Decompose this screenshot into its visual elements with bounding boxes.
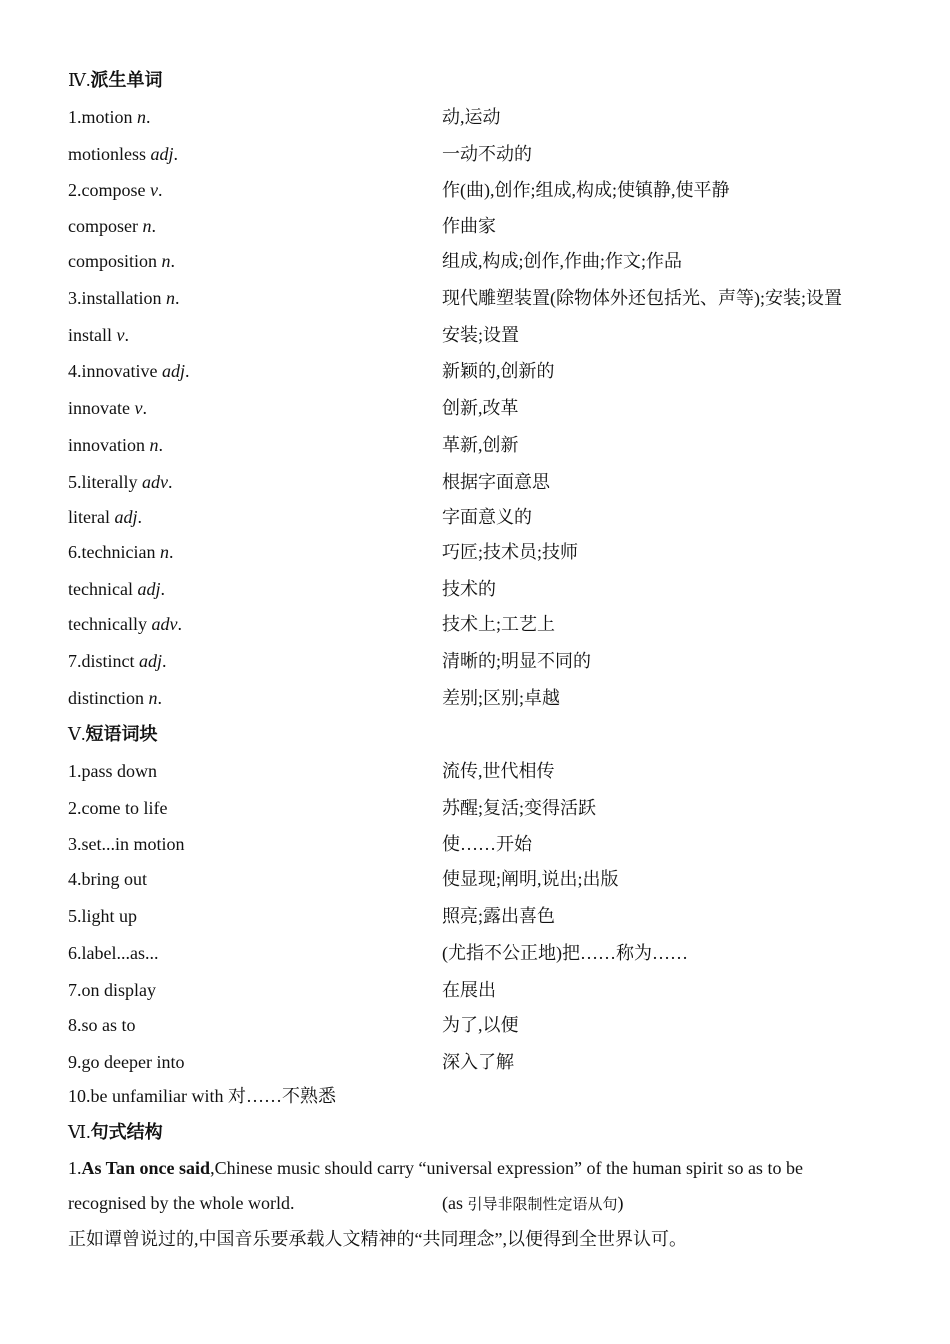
word-text: innovation (68, 435, 145, 455)
section-5-heading (68, 721, 158, 747)
sentence-1-rest: ,Chinese music should carry “universal expression” of the human spirit so as to be (210, 1158, 803, 1178)
section-4-number: Ⅳ. (68, 70, 91, 90)
phrase-meaning: 照亮;露出喜色 (442, 906, 556, 926)
derived-word: 7.distinct adj. (68, 651, 167, 671)
part-of-speech: n (142, 216, 152, 236)
part-of-speech: adj (161, 361, 185, 381)
phrase-meaning: 使显现;阐明,说出;出版 (442, 869, 619, 889)
word-meaning: 安装;设置 (442, 325, 520, 345)
part-of-speech: adj (150, 144, 174, 164)
word-meaning: 清晰的;明显不同的 (442, 651, 592, 671)
phrase-item: 3.set...in motion (68, 834, 185, 854)
sentence-1-number: 1. (68, 1158, 82, 1178)
word-text: technically (68, 614, 147, 634)
derived-word: technically adv. (68, 614, 182, 634)
part-of-speech: adv (141, 472, 168, 492)
derived-word: 5.literally adv. (68, 472, 173, 492)
derived-word: motionless adj. (68, 144, 179, 164)
word-text: 7.distinct (68, 651, 135, 671)
phrase-item: 9.go deeper into (68, 1052, 185, 1072)
phrase-meaning: 在展出 (442, 980, 496, 1000)
word-meaning: 作(曲),创作;组成,构成;使镇静,使平静 (442, 180, 730, 200)
derived-word: composition n. (68, 251, 175, 271)
word-text: distinction (68, 688, 144, 708)
phrase-item: 4.bring out (68, 869, 147, 889)
phrase-meaning: 流传,世代相传 (442, 761, 555, 781)
note-close: ) (617, 1193, 624, 1213)
part-of-speech: n (159, 542, 169, 562)
note-chinese: 引导非限制性定语从句 (467, 1195, 618, 1213)
word-meaning: 差别;区别;卓越 (442, 688, 561, 708)
word-text: install (68, 325, 112, 345)
word-text: 3.installation (68, 288, 162, 308)
note-open: (as (442, 1193, 468, 1213)
phrase-meaning: 使……开始 (442, 834, 532, 854)
word-meaning: 动,运动 (442, 107, 501, 127)
sentence-1-line-1 (68, 1155, 803, 1181)
word-text: 5.literally (68, 472, 138, 492)
derived-word: innovate v. (68, 398, 147, 418)
phrase-item: 7.on display (68, 980, 156, 1000)
derived-word: composer n. (68, 216, 156, 236)
section-5-number: Ⅴ. (68, 724, 86, 744)
phrase-meaning: 深入了解 (442, 1052, 514, 1072)
word-meaning: 一动不动的 (442, 144, 532, 164)
word-meaning: 革新,创新 (442, 435, 519, 455)
sentence-1-grammar-note (442, 1190, 624, 1216)
part-of-speech: n (161, 251, 171, 271)
phrase-item-10: 10.be unfamiliar with 对……不熟悉 (68, 1086, 336, 1106)
section-5-title: 短语词块 (85, 724, 158, 744)
word-meaning: 现代雕塑装置(除物体外还包括光、声等);安装;设置 (442, 288, 842, 308)
word-meaning: 字面意义的 (442, 507, 532, 527)
word-meaning: 组成,构成;创作,作曲;作文;作品 (442, 251, 683, 271)
derived-word: 2.compose v. (68, 180, 163, 200)
word-text: composition (68, 251, 157, 271)
word-text: 4.innovative (68, 361, 158, 381)
part-of-speech: v (116, 325, 125, 345)
part-of-speech: v (149, 180, 158, 200)
section-4-heading (68, 67, 162, 93)
sentence-1-bold-clause: As Tan once said (81, 1158, 211, 1178)
derived-word: 6.technician n. (68, 542, 174, 562)
word-text: 1.motion (68, 107, 133, 127)
word-meaning: 根据字面意思 (442, 472, 550, 492)
phrase-meaning: (尤指不公正地)把……称为…… (442, 943, 688, 963)
word-meaning: 巧匠;技术员;技师 (442, 542, 579, 562)
word-meaning: 技术上;工艺上 (442, 614, 556, 634)
word-text: 2.compose (68, 180, 146, 200)
phrase-item: 5.light up (68, 906, 138, 926)
word-text: innovate (68, 398, 130, 418)
derived-word: 4.innovative adj. (68, 361, 190, 381)
word-meaning: 技术的 (442, 579, 496, 599)
word-meaning: 新颖的,创新的 (442, 361, 555, 381)
word-meaning: 创新,改革 (442, 398, 519, 418)
derived-word: 1.motion n. (68, 107, 151, 127)
derived-word: distinction n. (68, 688, 162, 708)
section-4-title: 派生单词 (90, 70, 163, 90)
derived-word: 3.installation n. (68, 288, 180, 308)
derived-word: literal adj. (68, 507, 142, 527)
part-of-speech: n (137, 107, 147, 127)
part-of-speech: n (166, 288, 175, 308)
section-6-heading (68, 1119, 163, 1145)
part-of-speech: v (134, 398, 143, 418)
word-meaning: 作曲家 (442, 216, 496, 236)
phrase-meaning: 为了,以便 (442, 1015, 519, 1035)
part-of-speech: adj (137, 579, 161, 599)
phrase-item: 1.pass down (68, 761, 157, 781)
sentence-1-line-2: recognised by the whole world. (68, 1193, 295, 1213)
derived-word: innovation n. (68, 435, 163, 455)
word-text: technical (68, 579, 133, 599)
part-of-speech: adj (139, 651, 163, 671)
section-6-title: 句式结构 (90, 1122, 163, 1142)
derived-word: technical adj. (68, 579, 165, 599)
part-of-speech: n (149, 435, 159, 455)
word-text: 6.technician (68, 542, 156, 562)
phrase-meaning: 苏醒;复活;变得活跃 (442, 798, 597, 818)
phrase-item: 8.so as to (68, 1015, 136, 1035)
derived-word: install v. (68, 325, 129, 345)
part-of-speech: adv (151, 614, 178, 634)
part-of-speech: adj (114, 507, 138, 527)
word-text: composer (68, 216, 138, 236)
word-text: motionless (68, 144, 147, 164)
sentence-1-translation: 正如谭曾说过的,中国音乐要承载人文精神的“共同理念”,以便得到全世界认可。 (68, 1229, 687, 1249)
phrase-item: 2.come to life (68, 798, 168, 818)
section-6-number: Ⅵ. (68, 1122, 91, 1142)
phrase-item: 6.label...as... (68, 943, 159, 963)
word-text: literal (68, 507, 110, 527)
part-of-speech: n (148, 688, 158, 708)
